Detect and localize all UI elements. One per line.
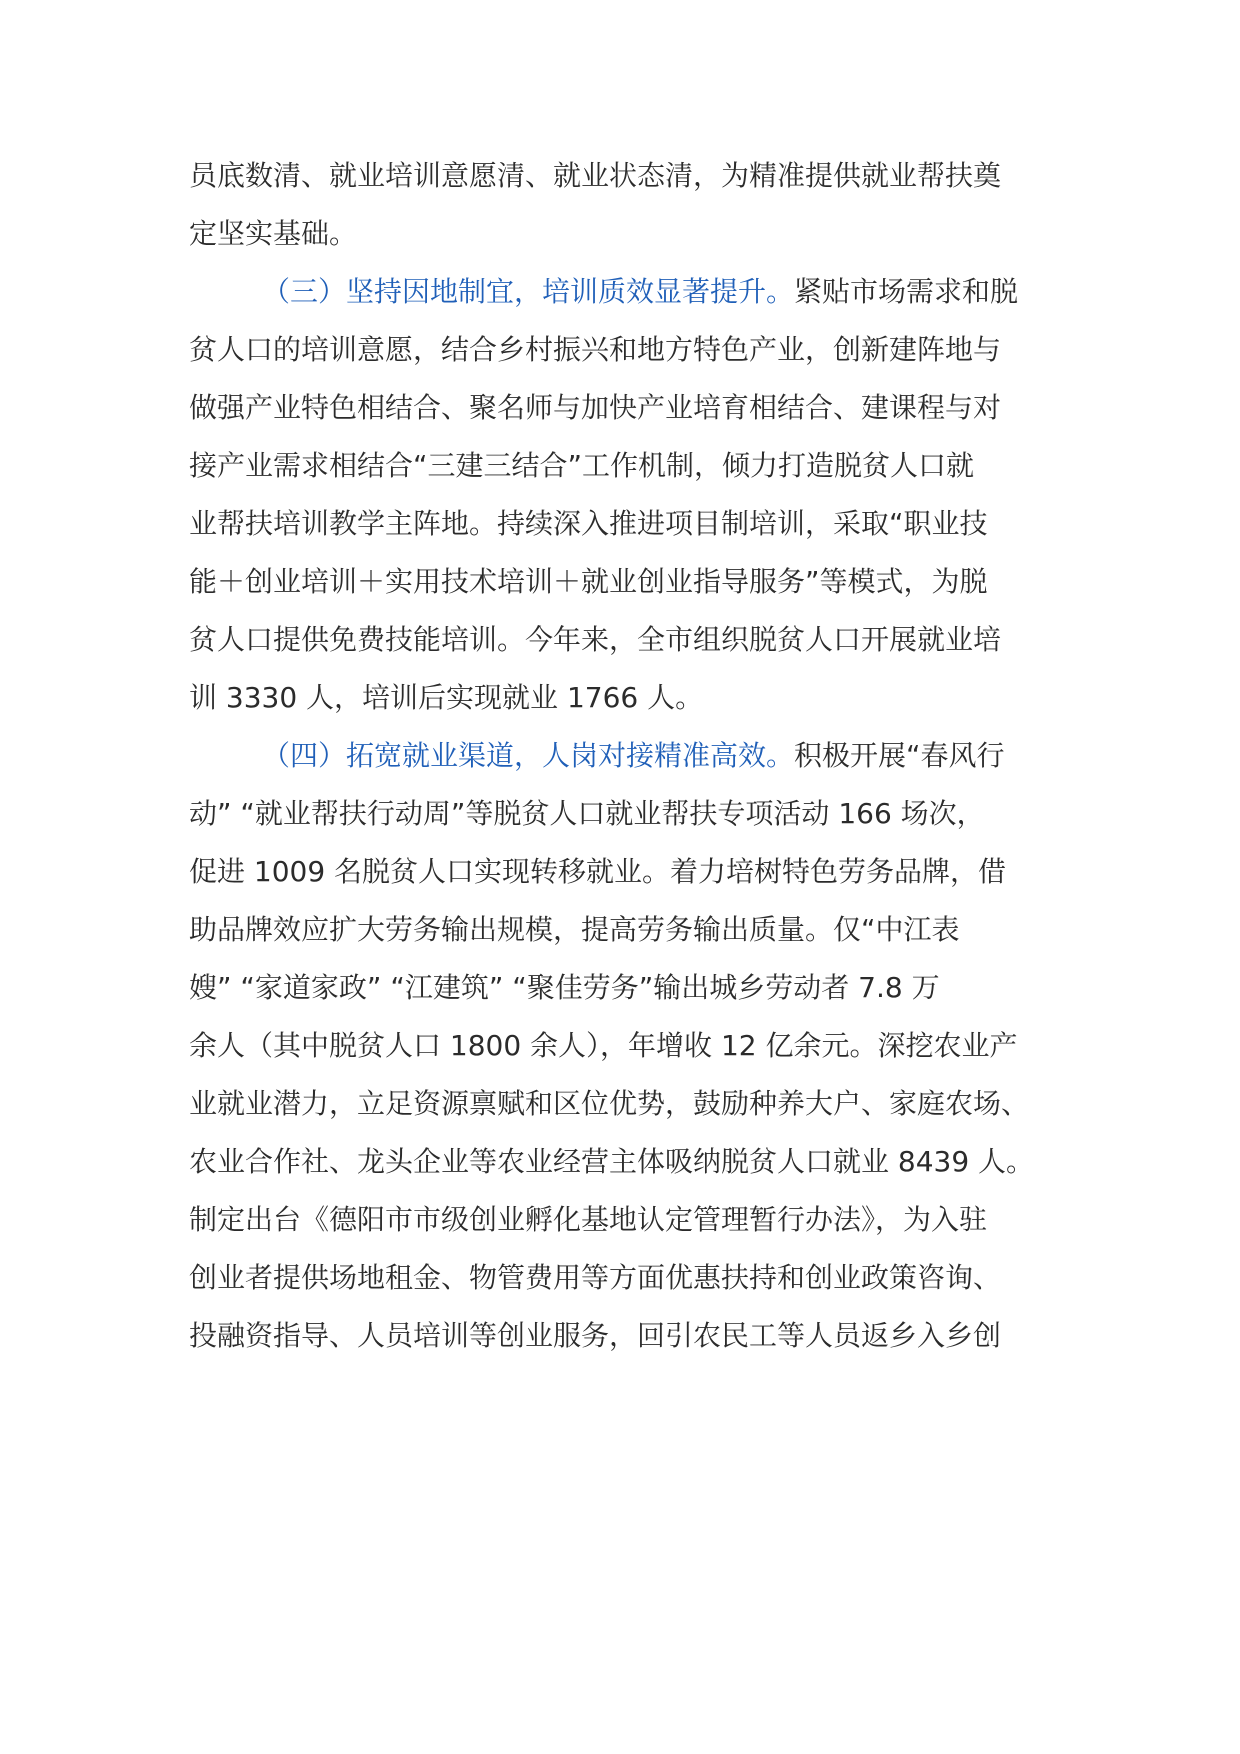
text-line: 训 3330 人，培训后实现就业 1766 人。 xyxy=(189,681,704,714)
section-4-heading: （四）拓宽就业渠道，人岗对接精准高效。 xyxy=(262,739,795,772)
text-line: 促进 1009 名脱贫人口实现转移就业。着力培树特色劳务品牌，借 xyxy=(189,855,1007,888)
text-line: 贫人口的培训意愿，结合乡村振兴和地方特色产业，创新建阵地与 xyxy=(189,333,1002,366)
text-line: 接产业需求相结合“三建三结合”工作机制，倾力打造脱贫人口就 xyxy=(189,449,975,482)
text-line: 能＋创业培训＋实用技术培训＋就业创业指导服务”等模式，为脱 xyxy=(189,565,988,598)
text-line: 创业者提供场地租金、物管费用等方面优惠扶持和创业政策咨询、 xyxy=(189,1261,1002,1294)
text-line: 业就业潜力，立足资源禀赋和区位优势，鼓励种养大户、家庭农场、 xyxy=(189,1087,1030,1120)
paragraph-3-first-line xyxy=(262,272,1018,312)
section-3-heading: （三）坚持因地制宜，培训质效显著提升。 xyxy=(262,275,795,308)
text-line: 助品牌效应扩大劳务输出规模，提高劳务输出质量。仅“中江表 xyxy=(189,913,960,946)
text-line: 嫂” “家道家政” “江建筑” “聚佳劳务”输出城乡劳动者 7.8 万 xyxy=(189,971,940,1004)
section-4-lead-text: 积极开展“春风行 xyxy=(794,739,1005,772)
text-line: 制定出台《德阳市市级创业孵化基地认定管理暂行办法》，为入驻 xyxy=(189,1203,988,1236)
text-line: 定坚实基础。 xyxy=(189,217,358,250)
text-line: 做强产业特色相结合、聚名师与加快产业培育相结合、建课程与对 xyxy=(189,391,1002,424)
text-line: 业帮扶培训教学主阵地。持续深入推进项目制培训，采取“职业技 xyxy=(189,507,988,540)
section-3-lead-text: 紧贴市场需求和脱 xyxy=(794,275,1019,308)
text-line: 投融资指导、人员培训等创业服务，回引农民工等人员返乡入乡创 xyxy=(189,1319,1002,1352)
text-line: 员底数清、就业培训意愿清、就业状态清，为精准提供就业帮扶奠 xyxy=(189,159,1002,192)
text-line: 贫人口提供免费技能培训。今年来，全市组织脱贫人口开展就业培 xyxy=(189,623,1002,656)
text-line: 余人（其中脱贫人口 1800 余人），年增收 12 亿余元。深挖农业产 xyxy=(189,1029,1018,1062)
text-line: 动” “就业帮扶行动周”等脱贫人口就业帮扶专项活动 166 场次， xyxy=(189,797,985,830)
paragraph-4-first-line xyxy=(262,736,1005,776)
text-line: 农业合作社、龙头企业等农业经营主体吸纳脱贫人口就业 8439 人。 xyxy=(189,1145,1035,1178)
